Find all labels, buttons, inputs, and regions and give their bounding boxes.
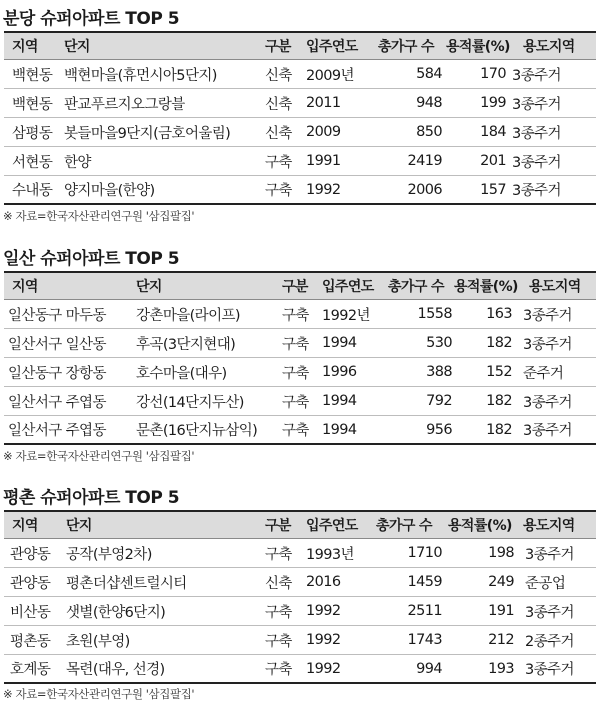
cell-complex: 한양 bbox=[64, 154, 91, 171]
cell-region: 서현동 bbox=[12, 154, 53, 171]
cell-type: 신축 bbox=[265, 125, 292, 142]
cell-complex: 봇들마을9단지(금호어울림) bbox=[64, 125, 231, 142]
table-row bbox=[4, 568, 596, 597]
cell-complex: 양지마을(한양) bbox=[64, 183, 155, 199]
table-header bbox=[4, 510, 596, 539]
cell-year: 1992 bbox=[306, 181, 341, 198]
cell-zoning: 3종주거 bbox=[512, 154, 561, 171]
cell-region: 일산서구 일산동 bbox=[8, 336, 106, 353]
cell-complex: 후곡(3단지현대) bbox=[136, 336, 236, 353]
cell-zoning: 준공업 bbox=[525, 575, 566, 592]
source-note: ※ 자료=한국자산관리연구원 '삼집팔집' bbox=[3, 449, 195, 463]
section-ilsan bbox=[0, 244, 600, 476]
cell-complex: 강선(14단지두산) bbox=[136, 394, 244, 411]
header-complex: 단지 bbox=[66, 518, 92, 534]
cell-type: 구축 bbox=[282, 336, 309, 353]
cell-complex: 백현마을(휴먼시아5단지) bbox=[64, 67, 217, 84]
source-note: ※ 자료=한국자산관리연구원 '삼집팔집' bbox=[3, 209, 195, 223]
cell-complex: 샛별(한양6단지) bbox=[66, 604, 166, 621]
cell-region: 백현동 bbox=[12, 96, 53, 113]
cell-type: 신축 bbox=[265, 67, 292, 84]
cell-complex: 목련(대우, 선경) bbox=[66, 662, 165, 678]
cell-region: 삼평동 bbox=[12, 125, 53, 142]
cell-year: 1994 bbox=[322, 421, 357, 438]
cell-region: 호계동 bbox=[10, 662, 51, 678]
cell-region: 수내동 bbox=[12, 183, 53, 199]
cell-far: 198 bbox=[488, 545, 514, 561]
header-year: 입주연도 bbox=[322, 279, 374, 295]
header-far: 용적률(%) bbox=[454, 279, 518, 295]
cell-units: 530 bbox=[426, 335, 452, 351]
cell-year: 1994 bbox=[322, 335, 357, 351]
table-row bbox=[4, 416, 596, 445]
header-complex: 단지 bbox=[64, 39, 90, 55]
cell-far: 184 bbox=[480, 124, 506, 140]
cell-type: 구축 bbox=[265, 604, 292, 621]
cell-zoning: 3종주거 bbox=[512, 183, 561, 199]
section-title: 평촌 슈퍼아파트 TOP 5 bbox=[3, 488, 180, 508]
header-year: 입주연도 bbox=[306, 518, 358, 534]
cell-units: 584 bbox=[416, 66, 442, 82]
cell-type: 구축 bbox=[265, 546, 292, 563]
table-row bbox=[4, 118, 596, 147]
cell-zoning: 3종주거 bbox=[523, 336, 572, 353]
cell-type: 구축 bbox=[282, 307, 309, 324]
table-row bbox=[4, 60, 596, 89]
cell-far: 191 bbox=[488, 603, 514, 619]
cell-year: 1993년 bbox=[306, 546, 354, 563]
cell-units: 2511 bbox=[407, 603, 442, 619]
table-row bbox=[4, 358, 596, 387]
table-row bbox=[4, 387, 596, 416]
cell-region: 관양동 bbox=[10, 575, 51, 592]
header-complex: 단지 bbox=[136, 279, 162, 295]
cell-type: 구축 bbox=[265, 154, 292, 171]
header-type: 구분 bbox=[265, 518, 291, 534]
cell-region: 일산동구 마두동 bbox=[8, 307, 106, 324]
cell-year: 2009 bbox=[306, 124, 341, 140]
cell-year: 1994 bbox=[322, 393, 357, 409]
table-row bbox=[4, 597, 596, 626]
cell-zoning: 3종주거 bbox=[512, 67, 561, 84]
cell-region: 일산서구 주엽동 bbox=[8, 423, 106, 439]
header-units: 총가구 수 bbox=[376, 518, 432, 534]
header-far: 용적률(%) bbox=[446, 39, 510, 55]
cell-units: 2006 bbox=[407, 181, 442, 198]
cell-year: 2009년 bbox=[306, 67, 354, 84]
table-row bbox=[4, 329, 596, 358]
section-title: 분당 슈퍼아파트 TOP 5 bbox=[3, 9, 180, 29]
cell-zoning: 3종주거 bbox=[525, 662, 574, 678]
cell-type: 구축 bbox=[265, 662, 292, 678]
cell-zoning: 3종주거 bbox=[525, 604, 574, 621]
cell-units: 1743 bbox=[407, 632, 442, 648]
cell-year: 1992 bbox=[306, 632, 341, 648]
cell-zoning: 3종주거 bbox=[525, 546, 574, 563]
cell-year: 1992 bbox=[306, 660, 341, 677]
cell-units: 1558 bbox=[417, 306, 452, 322]
header-far: 용적률(%) bbox=[448, 518, 512, 534]
cell-units: 1710 bbox=[407, 545, 442, 561]
cell-units: 948 bbox=[416, 95, 442, 111]
cell-type: 구축 bbox=[282, 394, 309, 411]
cell-zoning: 2종주거 bbox=[525, 633, 574, 650]
header-units: 총가구 수 bbox=[378, 39, 434, 55]
cell-complex: 초원(부영) bbox=[66, 633, 130, 650]
cell-zoning: 3종주거 bbox=[512, 125, 561, 142]
cell-region: 백현동 bbox=[12, 67, 53, 84]
cell-year: 1996 bbox=[322, 364, 357, 380]
cell-far: 199 bbox=[480, 95, 506, 111]
cell-region: 비산동 bbox=[10, 604, 51, 621]
cell-complex: 호수마을(대우) bbox=[136, 365, 227, 382]
cell-year: 2011 bbox=[306, 95, 341, 111]
header-zoning: 용도지역 bbox=[523, 39, 575, 55]
cell-units: 792 bbox=[426, 393, 452, 409]
cell-region: 일산서구 주엽동 bbox=[8, 394, 106, 411]
table-row bbox=[4, 655, 596, 684]
cell-zoning: 3종주거 bbox=[523, 394, 572, 411]
cell-region: 일산동구 장항동 bbox=[8, 365, 106, 382]
cell-region: 관양동 bbox=[10, 546, 51, 563]
cell-units: 956 bbox=[426, 421, 452, 438]
header-type: 구분 bbox=[282, 279, 308, 295]
cell-units: 850 bbox=[416, 124, 442, 140]
section-pyeongchon bbox=[0, 483, 600, 707]
cell-far: 163 bbox=[486, 306, 512, 322]
table-row bbox=[4, 626, 596, 655]
cell-year: 1992 bbox=[306, 603, 341, 619]
header-type: 구분 bbox=[265, 39, 291, 55]
cell-complex: 평촌더샵센트럴시티 bbox=[66, 575, 187, 592]
cell-zoning: 3종주거 bbox=[512, 96, 561, 113]
table-row bbox=[4, 300, 596, 329]
cell-year: 1992년 bbox=[322, 307, 370, 324]
cell-year: 2016 bbox=[306, 574, 341, 590]
section-bundang bbox=[0, 4, 600, 236]
cell-far: 182 bbox=[486, 393, 512, 409]
cell-far: 182 bbox=[486, 335, 512, 351]
cell-zoning: 3종주거 bbox=[523, 307, 572, 324]
header-zoning: 용도지역 bbox=[523, 518, 575, 534]
cell-type: 신축 bbox=[265, 96, 292, 113]
cell-far: 157 bbox=[480, 181, 506, 198]
header-zoning: 용도지역 bbox=[529, 279, 581, 295]
table-row bbox=[4, 147, 596, 176]
cell-type: 구축 bbox=[265, 183, 292, 199]
table-row bbox=[4, 539, 596, 568]
cell-units: 1459 bbox=[407, 574, 442, 590]
cell-zoning: 준주거 bbox=[523, 365, 564, 382]
cell-far: 182 bbox=[486, 421, 512, 438]
cell-type: 구축 bbox=[282, 423, 309, 439]
cell-type: 구축 bbox=[282, 365, 309, 382]
table-header bbox=[4, 271, 596, 300]
table-header bbox=[4, 31, 596, 60]
header-region: 지역 bbox=[12, 518, 38, 534]
cell-type: 구축 bbox=[265, 633, 292, 650]
cell-zoning: 3종주거 bbox=[523, 423, 572, 439]
cell-far: 212 bbox=[488, 632, 514, 648]
cell-far: 152 bbox=[486, 364, 512, 380]
cell-units: 388 bbox=[426, 364, 452, 380]
cell-far: 170 bbox=[480, 66, 506, 82]
cell-complex: 공작(부영2차) bbox=[66, 546, 152, 563]
table-row bbox=[4, 89, 596, 118]
table-row bbox=[4, 176, 596, 205]
section-title: 일산 슈퍼아파트 TOP 5 bbox=[3, 249, 180, 269]
source-note: ※ 자료=한국자산관리연구원 '삼집팔집' bbox=[3, 687, 195, 701]
cell-complex: 판교푸르지오그랑블 bbox=[64, 96, 185, 113]
header-units: 총가구 수 bbox=[388, 279, 444, 295]
header-region: 지역 bbox=[12, 279, 38, 295]
cell-complex: 문촌(16단지뉴삼익) bbox=[136, 423, 258, 439]
cell-units: 2419 bbox=[407, 153, 442, 169]
cell-region: 평촌동 bbox=[10, 633, 51, 650]
cell-year: 1991 bbox=[306, 153, 341, 169]
header-year: 입주연도 bbox=[306, 39, 358, 55]
cell-far: 193 bbox=[488, 660, 514, 677]
cell-far: 249 bbox=[488, 574, 514, 590]
cell-units: 994 bbox=[416, 660, 442, 677]
cell-far: 201 bbox=[480, 153, 506, 169]
cell-type: 신축 bbox=[265, 575, 292, 592]
header-region: 지역 bbox=[12, 39, 38, 55]
cell-complex: 강촌마을(라이프) bbox=[136, 307, 240, 324]
